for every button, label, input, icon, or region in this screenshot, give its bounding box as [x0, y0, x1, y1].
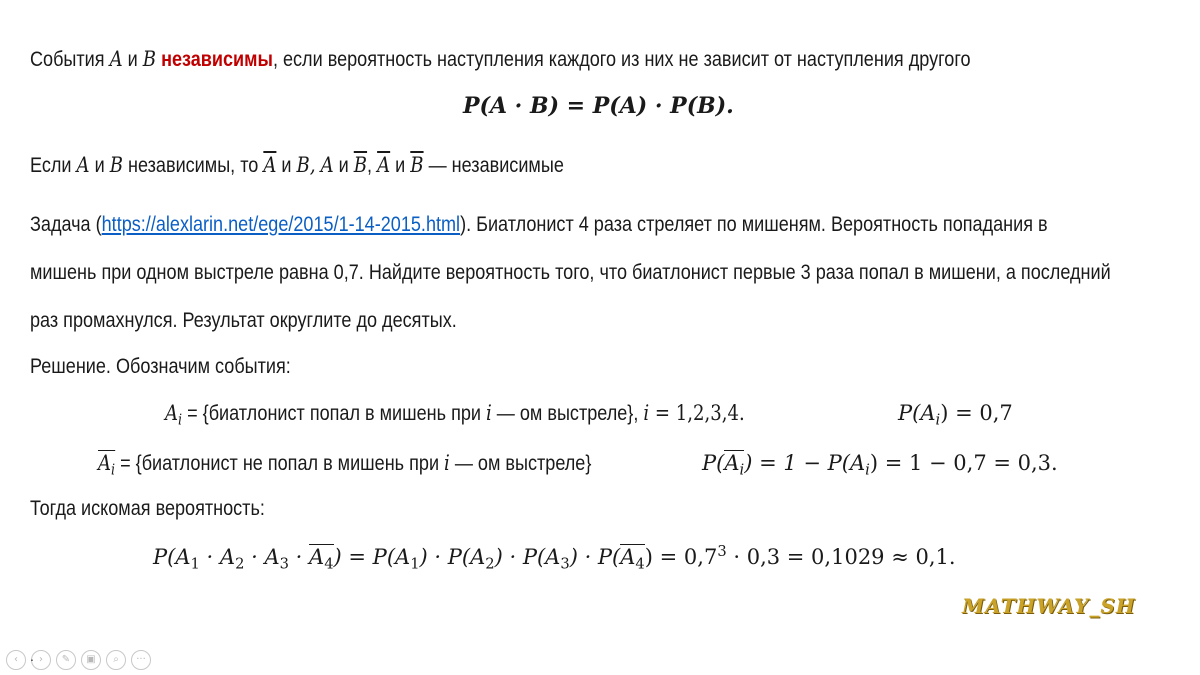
event-b: B	[142, 47, 157, 71]
slides-icon[interactable]: ▣	[81, 650, 101, 670]
subscript: 3	[279, 555, 289, 573]
event-ai: A	[165, 401, 179, 425]
main-formula: P(A · B) = P(A) · P(B).	[463, 93, 734, 119]
formula-part: · A	[244, 545, 280, 570]
prob-lhs: P(A	[898, 401, 936, 425]
event-text: — ом выстреле}	[449, 452, 592, 475]
formula-part: ) · P(A	[494, 545, 561, 570]
watermark-logo: MATHWAY_SH	[962, 594, 1136, 618]
final-formula	[153, 543, 956, 573]
index-i: i	[486, 401, 492, 425]
superscript: 3	[717, 543, 727, 560]
subscript: 4	[635, 555, 645, 573]
formula-result: · 0,3 = 0,1029 ≈ 0,1.	[726, 545, 956, 570]
event-a4-complement: A	[620, 545, 636, 570]
event1-probability	[898, 401, 1013, 428]
corollary-text: Если	[30, 154, 72, 177]
prob-mid: ) = 1 − P(A	[744, 451, 866, 475]
subscript: i	[739, 461, 745, 479]
subscript: 1	[410, 555, 420, 573]
task-line-3: раз промахнулся. Результат округлите до десятых.	[30, 309, 457, 332]
corollary-text: независимы, то	[128, 154, 259, 177]
event-a: A	[320, 153, 334, 177]
prev-icon[interactable]: ‹	[6, 650, 26, 670]
task-link[interactable]: https://alexlarin.net/ege/2015/1-14-2015.html	[101, 213, 461, 236]
formula-part: P(A	[153, 545, 191, 570]
event-text: — ом выстреле},	[491, 402, 644, 425]
more-icon[interactable]: ···	[131, 650, 151, 670]
event-a-complement: $\overline{A}$	[377, 153, 391, 177]
independent-highlight: независимы	[161, 48, 273, 71]
index-range: = 1,2,3,4.	[649, 401, 745, 425]
event-ai-complement: A	[724, 451, 740, 475]
formula-part: ) · P(	[569, 545, 621, 570]
index-i: i	[444, 451, 450, 475]
next-icon[interactable]: ›	[31, 650, 51, 670]
subscript: i	[111, 461, 116, 479]
formula-part: ) = P(A	[333, 545, 411, 570]
conjunction: и	[281, 154, 292, 177]
subscript: 2	[235, 555, 245, 573]
corollary-text: — независимые	[428, 154, 564, 177]
event-text: = {биатлонист попал в мишень при	[182, 402, 487, 425]
task-line-2: мишень при одном выстреле равна 0,7. Найдите вероятность того, что биатлонист первые 3 раза попал в мишени, а последний	[30, 261, 1111, 284]
definition-line	[30, 47, 971, 72]
event-ai-complement: A	[98, 451, 112, 475]
subscript: i	[865, 461, 870, 479]
bullet-dot: .	[30, 648, 34, 664]
event-b: B	[109, 153, 124, 177]
event1-definition	[165, 401, 745, 428]
conjunction: и	[127, 48, 138, 71]
task-label: Задача (	[30, 213, 102, 236]
formula-part: · A	[199, 545, 236, 570]
definition-rest: , если вероятность наступления каждого из них не зависит от наступления другого	[272, 48, 971, 71]
event-b: B,	[296, 153, 316, 177]
zoom-icon[interactable]: ⌕	[106, 650, 126, 670]
index-i: i	[643, 401, 650, 425]
prob-value: ) = 1 − 0,7 = 0,3.	[869, 451, 1058, 475]
event-a: A	[109, 47, 123, 71]
subscript: 2	[485, 555, 495, 573]
event-a-complement: $\overline{A}$	[263, 153, 277, 177]
event-a4-complement: A	[309, 545, 325, 570]
prob-lhs: P(	[702, 451, 725, 475]
subscript: 3	[560, 555, 570, 573]
subscript: i	[178, 411, 183, 429]
prob-value: ) = 0,7	[940, 401, 1013, 425]
definition-text: События	[30, 48, 105, 71]
then-text: Тогда искомая вероятность:	[30, 497, 265, 520]
event-b-complement: $\overline{B}$	[410, 153, 424, 177]
task-line-1	[30, 213, 1048, 237]
formula-part: ) = 0,7	[644, 545, 718, 570]
conjunction: и	[338, 154, 349, 177]
slide-navigation	[6, 650, 151, 670]
event-a: A	[76, 153, 90, 177]
solution-intro: Решение. Обозначим события:	[30, 355, 291, 378]
formula-part: ·	[288, 545, 310, 570]
conjunction: и	[395, 154, 406, 177]
event-b-complement: $\overline{B}$	[353, 153, 368, 177]
event2-probability	[702, 450, 1058, 479]
conjunction: и	[94, 154, 105, 177]
subscript: 1	[190, 555, 200, 573]
event-text: = {биатлонист не попал в мишень при	[115, 452, 445, 475]
corollary-line	[30, 153, 564, 178]
comma: ,	[367, 154, 373, 177]
subscript: 4	[324, 555, 334, 573]
subscript: i	[935, 411, 941, 429]
formula-part: ) · P(A	[419, 545, 486, 570]
pen-icon[interactable]: ✎	[56, 650, 76, 670]
task-text: ). Биатлонист 4 раза стреляет по мишеням. Вероятность попадания в	[460, 213, 1048, 236]
event2-definition	[98, 450, 591, 479]
